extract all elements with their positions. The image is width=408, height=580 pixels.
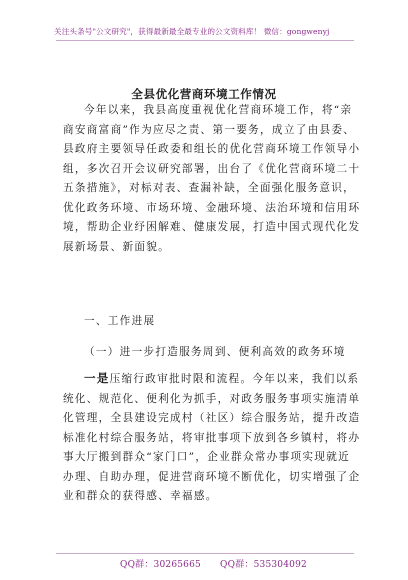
footer-contact xyxy=(120,557,323,570)
section-heading: 一、工作进展 xyxy=(84,315,156,327)
paragraph-line: 化管理，全县建设完成村（社区）综合服务站，提升改造 xyxy=(63,412,361,424)
paragraph-line: 办理、自助办理，促进营商环境不断优化，切实增强了企 xyxy=(63,470,361,483)
paragraph-line: 展新场景、新面貌。 xyxy=(63,240,171,253)
paragraph-line: 县政府主要领导任政委和组长的优化营商环境工作领导小 xyxy=(63,143,361,155)
paragraph-line: 事大厅搬到群众“家门口”，企业群众常办事项实现就近 xyxy=(63,451,350,463)
paragraph-line: 业和群众的获得感、幸福感。 xyxy=(63,490,218,502)
header-divider xyxy=(56,40,354,41)
paragraph-line: 优化政务环境、市场环境、金融环境、法治环境和信用环 xyxy=(63,201,361,214)
paragraph-lead: 一是 xyxy=(84,371,110,385)
footer-qq-group-2: QQ群：535304092 xyxy=(220,560,307,570)
paragraph-line: 五条措施》，对标对表、查漏补缺，全面强化服务意识， xyxy=(63,182,356,194)
paragraph-line: 商安商富商”作为应尽之责、第一要务，成立了由县委、 xyxy=(63,123,356,136)
document-title: 全县优化营商环境工作情况 xyxy=(131,87,277,101)
footer-qq-group-1: QQ群：30265665 xyxy=(120,560,201,570)
paragraph-line: 今年以来，我县高度重视优化营商环境工作，将“亲 xyxy=(84,104,353,116)
footer-divider xyxy=(56,553,354,554)
paragraph-line: 统化、规范化、便利化为抓手，对政务服务事项实施清单 xyxy=(63,392,361,405)
paragraph-line: 组，多次召开会议研究部署，出台了《优化营商环境二十 xyxy=(63,162,361,175)
paragraph-line: 标准化村综合服务站，将审批事项下放到各乡镇村，将办 xyxy=(63,431,361,444)
header-promo-text: 关注头条号"公文研究"，获得最新最全最专业的公文资料库！ 微信：gongwenyj xyxy=(54,27,330,36)
paragraph-intro xyxy=(63,101,361,257)
paragraph-line-text: 压缩行政审批时限和流程。今年以来，我们以系 xyxy=(109,373,360,385)
paragraph-line: 境，帮助企业纾困解难、健康发展，打造中国式现代化发 xyxy=(63,221,361,233)
subsection-heading: （一）进一步打造服务周到、便利高效的政务环境 xyxy=(84,346,346,358)
paragraph-line xyxy=(63,369,360,390)
paragraph-approval xyxy=(63,369,361,507)
